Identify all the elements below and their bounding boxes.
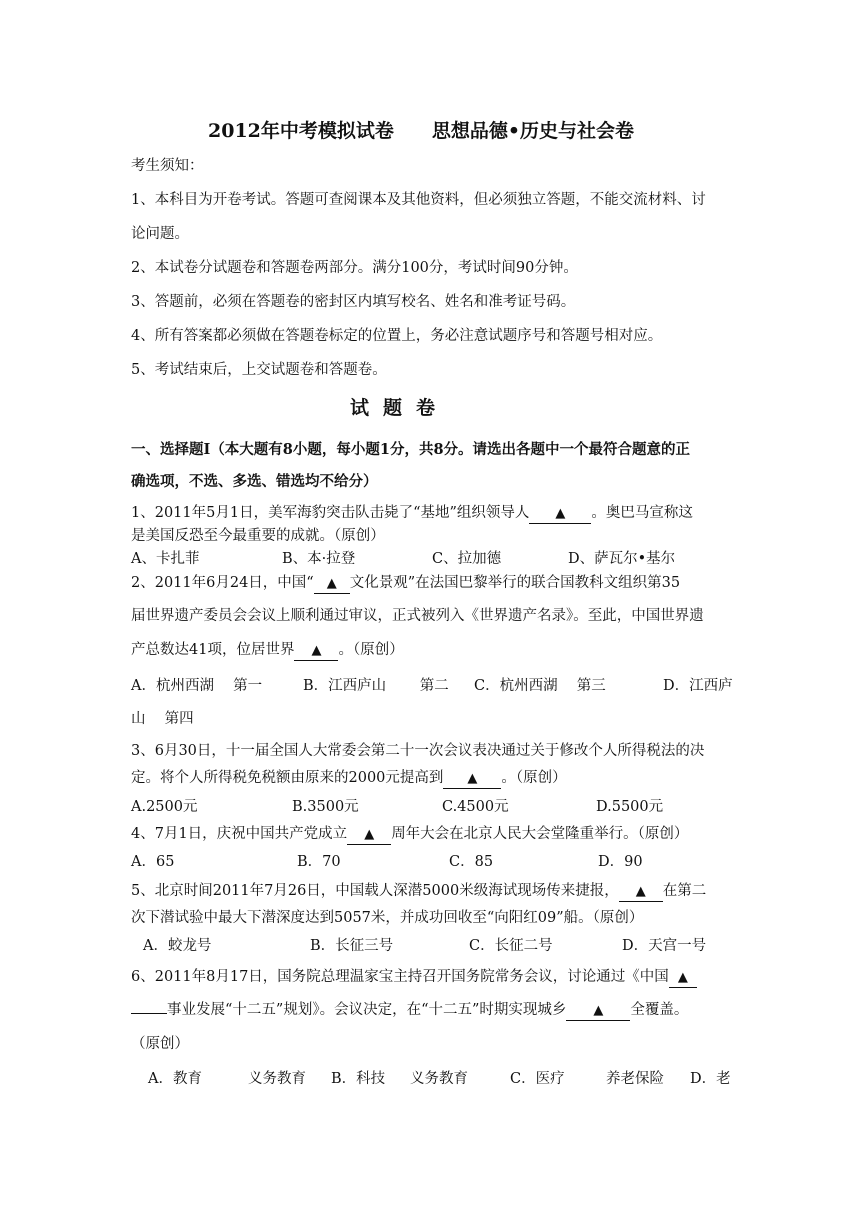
triangle-icon: ▲ [326,576,337,591]
question-2-cont [131,640,404,661]
question-2-cont: 届世界遗产委员会会议上顺利通过审议，正式被列入《世界遗产名录》。至此，中国世界遗 [131,608,704,624]
option-b: B．长征三号 [310,938,394,954]
answer-blank [294,641,338,661]
question-text: 文化景观”在法国巴黎举行的联合国教科文组织第35 [349,575,681,591]
option-d: D．90 [598,854,643,870]
question-6-cont: （原创） [131,1036,189,1052]
answer-blank [529,504,591,524]
notice-item: 1、本科目为开卷考试。答题可查阅课本及其他资料，但必须独立答题，不能交流材料、讨 [131,192,706,208]
page-title: 2012年中考模拟试卷 思想品德•历史与社会卷 [208,120,635,142]
option-a-second: 义务教育 [248,1071,306,1087]
question-text: 。奥巴马宣称这 [591,505,693,521]
question-text: 6、2011年8月17日，国务院总理温家宝主持召开国务院常务会议，讨论通过《中国 [131,969,669,985]
question-text: 事业发展“十二五”规划》。会议决定，在“十二五”时期实现城乡 [167,1002,567,1018]
question-6-cont [131,1000,688,1021]
question-3-cont [131,768,567,789]
option-d: D、萨瓦尔•基尔 [568,551,676,567]
notice-item: 2、本试卷分试题卷和答题卷两部分。满分100分，考试时间90分钟。 [131,260,578,276]
answer-blank [669,968,697,988]
option-c: C．长征二号 [469,938,553,954]
triangle-icon: ▲ [364,827,375,842]
section-title: 试题卷 [350,397,450,419]
question-text: 定。将个人所得税免税额由原来的2000元提高到 [131,770,444,786]
question-text: 4、7月1日，庆祝中国共产党成立 [131,826,348,842]
triangle-icon: ▲ [677,970,688,985]
option-b: B．江西庐山 第二 [303,678,449,694]
triangle-icon: ▲ [593,1003,604,1018]
option-d-cont: 山 第四 [131,711,194,727]
option-b: B.3500元 [292,799,359,815]
question-5 [131,881,706,902]
option-a: A．65 [131,854,175,870]
question-3: 3、6月30日，十一届全国人大常委会第二十一次会议表决通过关于修改个人所得税法的决 [131,743,705,759]
question-text: 。（原创） [338,642,404,658]
option-c: C．医疗 [510,1071,565,1087]
option-a: A、卡扎菲 [131,551,200,567]
answer-blank [347,825,391,845]
option-c: C.4500元 [442,799,509,815]
option-b: B、本·拉登 [282,551,356,567]
answer-blank-cont [131,1013,167,1014]
notice-item: 4、所有答案都必须做在答题卷标定的位置上，务必注意试题序号和答题号相对应。 [131,328,663,344]
option-c: C．85 [449,854,494,870]
question-text: 。（原创） [501,770,567,786]
option-a: A.2500元 [131,799,198,815]
notice-heading: 考生须知： [131,158,204,174]
triangle-icon: ▲ [555,506,566,521]
answer-blank [443,769,501,789]
option-c: C．杭州西湖 第三 [474,678,606,694]
option-d: D．老 [690,1071,731,1087]
question-6 [131,967,697,988]
question-5-cont: 次下潜试验中最大下潜深度达到5057米，并成功回收至“向阳红09”船。（原创） [131,910,644,926]
option-c-second: 养老保险 [606,1071,664,1087]
option-a: A．蛟龙号 [143,938,212,954]
question-1-cont: 是美国反恐至今最重要的成就。（原创） [131,528,385,544]
question-text: 产总数达41项，位居世界 [131,642,295,658]
question-text: 全覆盖。 [630,1002,689,1018]
question-text: 1、2011年5月1日，美军海豹突击队击毙了“基地”组织领导人 [131,505,530,521]
option-d: D.5500元 [596,799,664,815]
triangle-icon: ▲ [635,884,646,899]
answer-blank [314,574,350,594]
notice-item: 3、答题前，必须在答题卷的密封区内填写校名、姓名和准考证号码。 [131,294,576,310]
answer-blank [566,1001,630,1021]
triangle-icon: ▲ [467,771,478,786]
notice-item: 论问题。 [131,226,189,242]
question-text: 周年大会在北京人民大会堂隆重举行。（原创） [391,826,689,842]
notice-item: 5、考试结束后，上交试题卷和答题卷。 [131,362,387,378]
option-b-second: 义务教育 [410,1071,468,1087]
option-a: A．杭州西湖 第一 [131,678,263,694]
part1-instructions: 一、选择题Ⅰ（本大题有8小题，每小题1分，共8分。请选出各题中一个最符合题意的正 [131,441,691,458]
option-c: C、拉加德 [432,551,502,567]
part1-instructions-cont: 确选项，不选、多选、错选均不给分） [131,473,378,490]
option-b: B．科技 [331,1071,386,1087]
option-a: A．教育 [148,1071,202,1087]
question-2 [131,573,680,594]
question-1 [131,503,693,524]
option-d: D．天宫一号 [622,938,707,954]
triangle-icon: ▲ [311,643,322,658]
question-text: 5、北京时间2011年7月26日，中国载人深潜5000米级海试现场传来捷报， [131,883,619,899]
question-4 [131,824,688,845]
answer-blank [619,882,663,902]
question-text: 2、2011年6月24日，中国“ [131,575,314,591]
option-d: D．江西庐 [663,678,733,694]
question-text: 在第二 [662,883,707,899]
option-b: B．70 [297,854,341,870]
